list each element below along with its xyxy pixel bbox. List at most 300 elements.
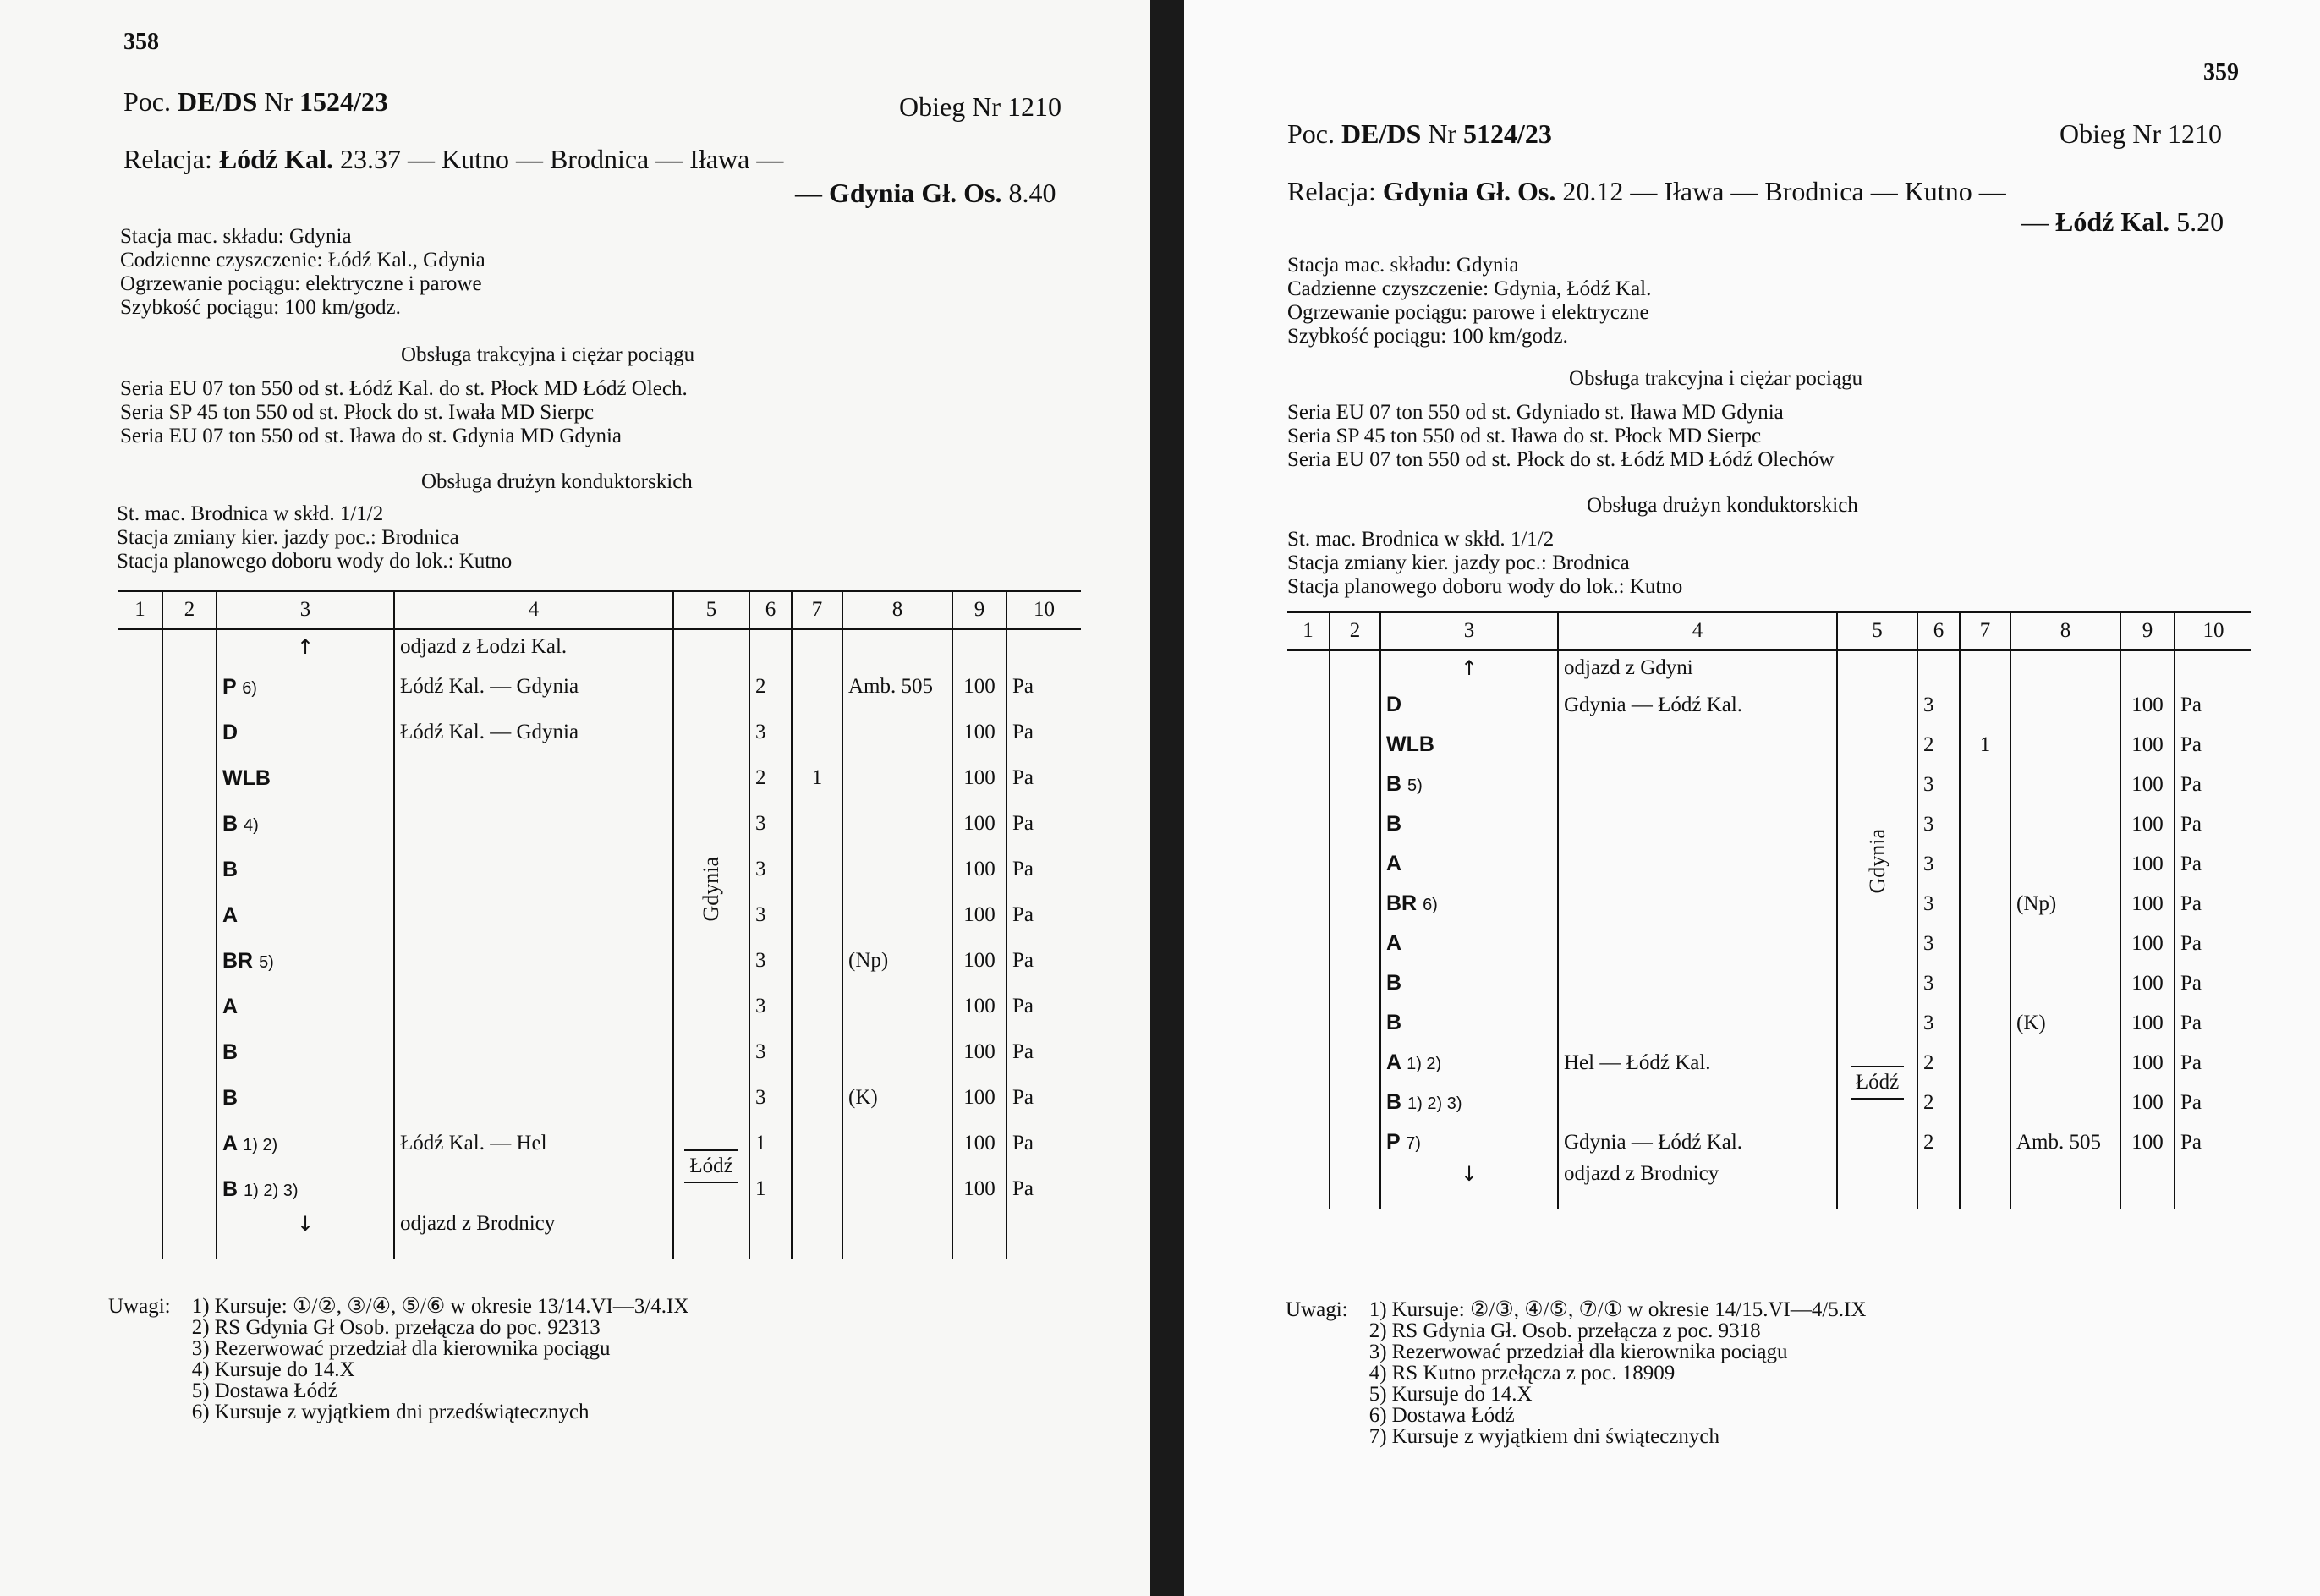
table-row [1287,685,2251,725]
speed-cell: 100 [2120,1122,2175,1162]
table-row [118,892,1081,938]
remark-cell [2010,844,2120,884]
car-type-code: A [1386,931,1402,955]
note-line [1357,1341,1867,1363]
traction-line: Seria EU 07 ton 550 od st. Łódź Kal. do st. Płock MD Łódź Olech. [120,377,688,400]
col-header: 10 [2175,612,2251,650]
count-cell: 3 [1917,765,1960,804]
station-vertical: Gdynia [1864,828,1889,894]
empty-cell [842,1212,952,1259]
remark-cell [842,984,952,1029]
car-type [1380,1083,1558,1122]
station-vertical-cell [1837,685,1917,1043]
train-header [123,86,388,118]
empty-cell [2010,650,2120,686]
cell-col1 [1287,685,1330,725]
crew-line: St. mac. Brodnica w skłd. 1/1/2 [117,502,384,525]
count-cell: 1 [749,1166,792,1212]
brake-cell: Pa [2175,844,2251,884]
note-number: 1) [1368,1298,1387,1321]
cell-col1 [118,664,162,710]
table-row [1287,844,2251,884]
relacja-dash: — [2021,206,2049,237]
col-header: 7 [792,591,842,629]
cell-col1 [118,801,162,847]
speed-cell: 100 [952,1121,1006,1166]
notes-list [1357,1299,1867,1447]
route-cell [394,1075,673,1121]
cell-col1 [118,1166,162,1212]
brake-cell: Pa [2175,1083,2251,1122]
cell-col2 [1330,1083,1380,1122]
notes-list [179,1296,689,1423]
cell-col1 [118,1075,162,1121]
cell-col2 [1330,924,1380,963]
speed-cell: 100 [2120,963,2175,1003]
speed-cell: 100 [952,984,1006,1029]
car-type-code: WLB [1386,732,1434,756]
speed-cell: 100 [2120,804,2175,844]
speed-cell: 100 [2120,884,2175,924]
traction-block [120,377,688,448]
table-row [1287,725,2251,765]
car-type-note: 1) 2) [243,1135,278,1154]
station-box: Łódź [1851,1066,1904,1100]
count2-cell [792,710,842,755]
route-cell [394,1029,673,1075]
relacja-from: Łódź Kal. [218,144,333,174]
table-row [1287,963,2251,1003]
car-type [1380,765,1558,804]
brake-cell: Pa [2175,963,2251,1003]
table-row [118,1029,1081,1075]
count2-cell [792,984,842,1029]
empty-cell [673,629,749,665]
car-type [217,755,394,801]
empty-cell [1917,1162,1960,1209]
col-header: 8 [2010,612,2120,650]
speed-cell: 100 [2120,1043,2175,1083]
cell-col2 [162,892,217,938]
empty-cell [2010,1162,2120,1209]
crew-title: Obsługa drużyn konduktorskich [421,470,693,493]
note-text: Rezerwować przedział dla kierownika pociągu [214,1337,611,1360]
car-type-code: A [1386,852,1402,875]
train-label: Poc. [123,86,171,117]
relacja-to: Łódź Kal. [2055,206,2170,237]
remark-cell: Amb. 505 [842,664,952,710]
cell-col2 [162,755,217,801]
down-arrow-cell [1380,1162,1558,1209]
traction-line: Seria EU 07 ton 550 od st. Gdyniado st. Iława MD Gdynia [1287,401,1784,424]
count-cell: 3 [749,984,792,1029]
note-number: 3) [1368,1341,1387,1363]
info-block [1287,254,1651,348]
count2-cell: 1 [792,755,842,801]
cell-col2 [1330,884,1380,924]
count-cell: 3 [1917,844,1960,884]
car-type-note: 1) 2) [1407,1055,1442,1073]
table-row [1287,1003,2251,1043]
timetable [1287,611,2251,1209]
info-line: Cadzienne czyszczenie: Gdynia, Łódź Kal. [1287,277,1652,300]
note-text: Rezerwować przedział dla kierownika pociągu [1391,1341,1788,1363]
note-line [179,1359,689,1380]
table-row [118,1075,1081,1121]
count2-cell [1960,963,2010,1003]
car-type [217,1121,394,1166]
empty-cell [2120,650,2175,686]
brake-cell: Pa [1006,847,1081,892]
cell-col2 [162,1029,217,1075]
count2-cell [1960,1083,2010,1122]
count-cell: 3 [749,892,792,938]
speed-cell: 100 [2120,725,2175,765]
count-cell: 2 [749,664,792,710]
speed-cell: 100 [952,892,1006,938]
speed-cell: 100 [952,847,1006,892]
train-nr-label: Nr [264,86,293,117]
up-arrow-cell [217,629,394,665]
brake-cell: Pa [2175,685,2251,725]
cell-col2 [1330,1122,1380,1162]
car-type-note: 6) [242,678,257,698]
cell-col1 [118,755,162,801]
note-number: 2) [191,1316,210,1339]
crew-line: Stacja zmiany kier. jazdy poc.: Brodnica [117,526,459,549]
empty-cell [1287,1162,1330,1209]
car-type-code: BR [1386,891,1418,915]
car-type [1380,804,1558,844]
speed-cell: 100 [952,664,1006,710]
count2-cell [1960,844,2010,884]
car-type-code: A [222,902,239,927]
up-arrow-cell [1380,650,1558,686]
empty-cell [1006,629,1081,665]
remark-cell [2010,725,2120,765]
remark-cell [2010,804,2120,844]
note-text: Kursuje: ①/②, ③/④, ⑤/⑥ w okresie 13/14.VI—3/4.IX [214,1295,689,1318]
route-cell [1558,884,1837,924]
down-arrow-icon: ↓ [1460,1162,1478,1186]
departure-note: odjazd z Brodnicy [394,1212,673,1259]
col-header: 2 [1330,612,1380,650]
table-row [118,755,1081,801]
brake-cell: Pa [1006,938,1081,984]
count-cell: 3 [749,847,792,892]
note-row-bottom [118,1212,1081,1259]
remark-cell [842,1121,952,1166]
col-header: 6 [749,591,792,629]
header-row [118,591,1081,629]
count-cell: 3 [749,801,792,847]
empty-cell [673,1212,749,1259]
speed-cell: 100 [2120,924,2175,963]
remark-cell [842,1166,952,1212]
route-cell [394,892,673,938]
note-line [179,1380,689,1401]
col-header: 3 [217,591,394,629]
car-type [217,1029,394,1075]
remark-cell [842,892,952,938]
brake-cell: Pa [2175,1122,2251,1162]
note-line [1357,1363,1867,1384]
col-header: 9 [952,591,1006,629]
relacja-route: 20.12 — Iława — Brodnica — Kutno — [1562,176,2006,206]
car-type-note: 7) [1406,1134,1421,1153]
empty-cell [1006,1212,1081,1259]
car-type [1380,1003,1558,1043]
cell-col1 [118,984,162,1029]
table-row [118,847,1081,892]
empty-cell [952,629,1006,665]
empty-cell [749,1212,792,1259]
table-row [118,664,1081,710]
note-number: 5) [1368,1383,1387,1406]
relacja-from: Gdynia Gł. Os. [1382,176,1556,206]
remark-cell [842,755,952,801]
table-row [1287,884,2251,924]
count-cell: 3 [1917,884,1960,924]
speed-cell: 100 [952,1166,1006,1212]
car-type [1380,1043,1558,1083]
count-cell: 1 [749,1121,792,1166]
count2-cell [1960,765,2010,804]
cell-col1 [118,1029,162,1075]
info-line: Szybkość pociągu: 100 km/godz. [1287,325,1568,348]
empty-cell [1330,1162,1380,1209]
car-type [217,801,394,847]
note-number: 5) [191,1379,210,1402]
table-row [118,1166,1081,1212]
note-line [1357,1426,1867,1447]
count2-cell [792,1166,842,1212]
count2-cell [1960,804,2010,844]
notes [108,1296,688,1423]
count-cell: 3 [1917,685,1960,725]
car-type [217,710,394,755]
remark-cell [842,710,952,755]
route-cell [394,984,673,1029]
count-cell: 2 [1917,1083,1960,1122]
cell-col2 [162,1166,217,1212]
train-number: 5124/23 [1463,118,1552,149]
note-text: RS Gdynia Gł. Osob. przełącza z poc. 9318 [1391,1319,1761,1342]
empty-cell [118,629,162,665]
col-header: 5 [1837,612,1917,650]
route-cell: Gdynia — Łódź Kal. [1558,685,1837,725]
table-row [118,1121,1081,1166]
brake-cell: Pa [1006,1029,1081,1075]
left-page [0,0,1150,1596]
right-page [1184,0,2320,1596]
brake-cell: Pa [1006,1075,1081,1121]
count2-cell [792,664,842,710]
crew-line: Stacja zmiany kier. jazdy poc.: Brodnica [1287,551,1630,574]
station-box-cell [1837,1043,1917,1122]
note-number: 3) [191,1337,210,1360]
relacja-time: 5.20 [2176,206,2224,237]
col-header: 1 [118,591,162,629]
remark-cell [2010,1043,2120,1083]
table-row [1287,765,2251,804]
car-type [217,984,394,1029]
cell-col2 [162,664,217,710]
car-type-code: B [1386,772,1402,796]
note-number: 2) [1368,1319,1387,1342]
route-cell [394,938,673,984]
relacja-line-1 [1287,176,2006,207]
empty-cell [118,1212,162,1259]
count-cell: 2 [1917,725,1960,765]
route-cell [1558,963,1837,1003]
empty-cell [1287,650,1330,686]
car-type [217,892,394,938]
car-type-code: A [222,994,239,1018]
note-number: 1) [191,1295,210,1318]
empty-cell [842,629,952,665]
brake-cell: Pa [1006,892,1081,938]
brake-cell: Pa [2175,924,2251,963]
cell-col2 [1330,804,1380,844]
speed-cell: 100 [952,1029,1006,1075]
note-text: Kursuje z wyjątkiem dni przedświątecznych [214,1401,590,1423]
brake-cell: Pa [2175,765,2251,804]
car-type-code: B [222,1176,239,1201]
car-type [1380,725,1558,765]
empty-cell [952,1212,1006,1259]
car-type-code: D [222,720,239,744]
count-cell: 3 [1917,963,1960,1003]
count-cell: 3 [749,710,792,755]
route-cell [394,755,673,801]
empty-cell [2175,1162,2251,1209]
table-row [118,710,1081,755]
count2-cell [792,801,842,847]
empty-cell [1837,650,1917,686]
note-text: Kursuje do 14.X [214,1358,355,1381]
note-text: RS Gdynia Gł Osob. przełącza do poc. 92313 [214,1316,601,1339]
count2-cell [1960,1043,2010,1083]
brake-cell: Pa [1006,1121,1081,1166]
speed-cell: 100 [2120,685,2175,725]
remark-cell [2010,685,2120,725]
route-cell [1558,1083,1837,1122]
obieg-number: Obieg Nr 1210 [899,91,1061,122]
speed-cell: 100 [2120,1003,2175,1043]
note-text: Dostawa Łódź [214,1379,337,1402]
remark-cell [2010,765,2120,804]
down-arrow-icon: ↓ [296,1212,315,1236]
page-number: 358 [123,29,159,55]
col-header: 4 [394,591,673,629]
train-code: DE/DS [1341,118,1422,149]
brake-cell: Pa [1006,710,1081,755]
brake-cell: Pa [2175,725,2251,765]
notes-label: Uwagi: [108,1295,171,1318]
traction-block [1287,401,1834,472]
col-header: 9 [2120,612,2175,650]
car-type-code: B [222,811,239,836]
remark-cell [2010,1083,2120,1122]
cell-col1 [1287,844,1330,884]
count-cell: 2 [749,755,792,801]
col-header: 3 [1380,612,1558,650]
traction-line: Seria SP 45 ton 550 od st. Iława do st. Płock MD Sierpc [1287,425,1762,447]
brake-cell: Pa [2175,1003,2251,1043]
empty-cell [2120,1162,2175,1209]
cell-col2 [1330,725,1380,765]
car-type-code: B [1386,1090,1402,1114]
empty-cell [1837,1122,1917,1162]
count2-cell [1960,1122,2010,1162]
info-block [120,225,485,320]
header-row [1287,612,2251,650]
car-type [1380,884,1558,924]
crew-block [1287,528,1682,599]
crew-line: St. mac. Brodnica w skłd. 1/1/2 [1287,528,1555,551]
col-header: 10 [1006,591,1081,629]
traction-line: Seria EU 07 ton 550 od st. Iława do st. Gdynia MD Gdynia [120,425,622,447]
remark-cell [842,847,952,892]
cell-col2 [1330,685,1380,725]
note-row-top [1287,650,2251,686]
route-cell: Łódź Kal. — Hel [394,1121,673,1166]
cell-col1 [118,892,162,938]
cell-col1 [1287,963,1330,1003]
brake-cell: Pa [1006,664,1081,710]
col-header: 6 [1917,612,1960,650]
relacja-line-1 [123,144,783,175]
info-line: Stacja mac. składu: Gdynia [120,225,352,248]
departure-note: odjazd z Gdyni [1558,650,1837,686]
empty-cell [162,629,217,665]
col-header: 4 [1558,612,1837,650]
cell-col1 [1287,1003,1330,1043]
relacja-route: 23.37 — Kutno — Brodnica — Iława — [339,144,784,174]
station-vertical-cell [673,664,749,1121]
note-text: RS Kutno przełącza z poc. 18909 [1391,1362,1676,1385]
speed-cell: 100 [2120,1083,2175,1122]
car-type-code: A [222,1131,238,1155]
train-number: 1524/23 [299,86,388,117]
car-type [217,847,394,892]
speed-cell: 100 [2120,844,2175,884]
car-type-code: D [1386,693,1402,716]
table-row [1287,924,2251,963]
empty-cell [749,629,792,665]
departure-note: odjazd z Łodzi Kal. [394,629,673,665]
relacja-to: Gdynia Gł. Os. [829,178,1002,208]
count2-cell [1960,1003,2010,1043]
crew-line: Stacja planowego doboru wody do lok.: Kutno [1287,575,1683,598]
departure-note: odjazd z Brodnicy [1558,1162,1837,1209]
note-number: 6) [191,1401,210,1423]
up-arrow-icon: ↑ [1460,655,1478,680]
note-line [179,1317,689,1338]
note-line [1357,1384,1867,1405]
speed-cell: 100 [952,1075,1006,1121]
up-arrow-icon: ↑ [296,634,315,659]
empty-cell [1917,650,1960,686]
cell-col2 [1330,765,1380,804]
car-type-code: B [222,857,239,881]
car-type-code: B [222,1039,239,1064]
relacja-line-2 [2021,206,2224,238]
remark-cell: (K) [842,1075,952,1121]
book-gutter [1150,0,1184,1596]
note-line [1357,1405,1867,1426]
